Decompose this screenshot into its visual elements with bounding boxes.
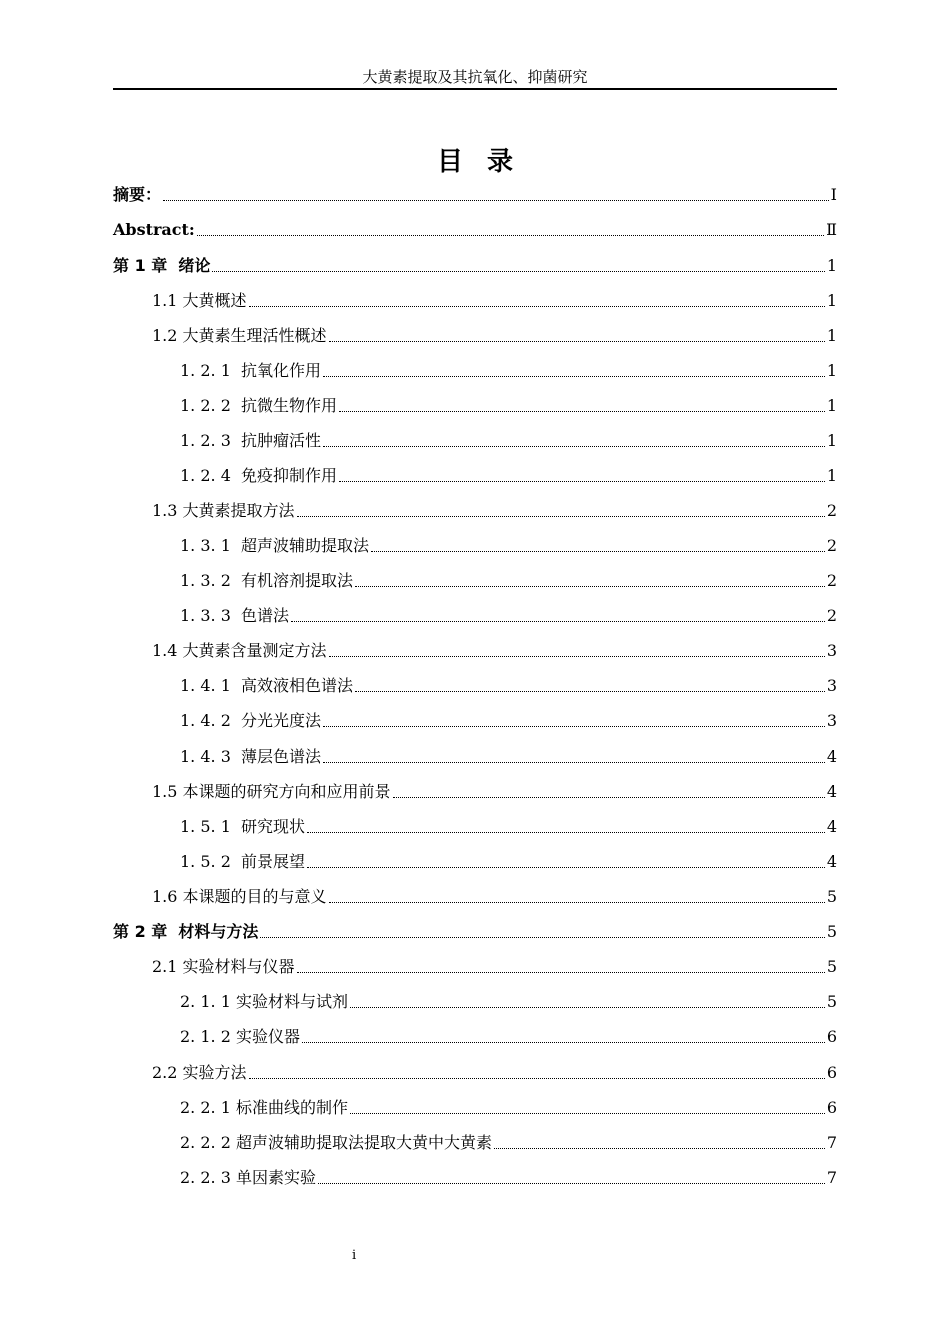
- toc-entry[interactable]: [113, 1022, 837, 1048]
- toc-entry-label: 1.3 大黄素提取方法: [152, 501, 295, 520]
- dot-leader: [212, 271, 824, 272]
- toc-entry-page: 2: [826, 536, 837, 555]
- toc-entry[interactable]: [113, 356, 837, 382]
- dot-leader: [260, 937, 824, 938]
- dot-leader: [355, 586, 825, 587]
- dot-leader: [355, 691, 825, 692]
- toc-entry[interactable]: [113, 531, 837, 557]
- dot-leader: [249, 306, 825, 307]
- toc-entry[interactable]: [113, 987, 837, 1013]
- toc-entry-page: 5: [826, 887, 837, 906]
- toc-entry-page: 6: [826, 1098, 837, 1117]
- toc-entry[interactable]: [113, 671, 837, 697]
- dot-leader: [297, 972, 825, 973]
- toc-entry-label: 1. 3. 1 超声波辅助提取法: [180, 536, 370, 555]
- toc-entry[interactable]: [113, 706, 837, 732]
- toc-entry-label: 1. 2. 2 抗微生物作用: [180, 396, 338, 415]
- dot-leader: [291, 621, 825, 622]
- dot-leader: [329, 656, 825, 657]
- dot-leader: [249, 1078, 825, 1079]
- dot-leader: [307, 867, 825, 868]
- toc-entry-label: 1.4 大黄素含量测定方法: [152, 641, 327, 660]
- toc-entry-label: 第 2 章 材料与方法: [113, 922, 259, 941]
- toc-entry-page: 5: [826, 957, 837, 976]
- toc-entry-page: 4: [826, 852, 837, 871]
- toc-entry[interactable]: [113, 777, 837, 803]
- dot-leader: [307, 832, 825, 833]
- toc-entry-page: 3: [826, 641, 837, 660]
- toc-entry-label: 第 1 章 绪论: [113, 256, 211, 275]
- toc-entry-page: 1: [826, 256, 837, 275]
- dot-leader: [329, 902, 825, 903]
- toc-entry[interactable]: [113, 1163, 837, 1189]
- toc-entry[interactable]: [113, 847, 837, 873]
- dot-leader: [339, 481, 825, 482]
- toc-entry[interactable]: [113, 391, 837, 417]
- toc-entry[interactable]: [113, 566, 837, 592]
- dot-leader: [323, 376, 825, 377]
- toc-entry-page: Ⅱ: [826, 220, 837, 239]
- toc-entry[interactable]: [113, 882, 837, 908]
- toc-entry-label: 1. 4. 1 高效液相色谱法: [180, 676, 354, 695]
- dot-leader: [350, 1113, 825, 1114]
- toc-entry-label: 2. 2. 1 标准曲线的制作: [180, 1098, 348, 1117]
- toc-entry-label: 2. 1. 1 实验材料与试剂: [180, 992, 348, 1011]
- toc-entry-label: 1. 4. 2 分光光度法: [180, 711, 322, 730]
- toc-entry[interactable]: [113, 496, 837, 522]
- dot-leader: [318, 1183, 825, 1184]
- toc-entry-chapter-1[interactable]: [113, 251, 837, 277]
- toc-entry[interactable]: [113, 321, 837, 347]
- toc-entry-page: 1: [826, 361, 837, 380]
- toc-entry-page: Ⅰ: [830, 185, 837, 204]
- dot-leader: [302, 1042, 825, 1043]
- toc-entry-label: 2. 2. 3 单因素实验: [180, 1168, 316, 1187]
- toc-entry-page: 7: [826, 1168, 837, 1187]
- dot-leader: [323, 726, 825, 727]
- toc-entry-page: 3: [826, 676, 837, 695]
- toc-entry[interactable]: [113, 1093, 837, 1119]
- dot-leader: [339, 411, 825, 412]
- toc-entry[interactable]: [113, 461, 837, 487]
- header-rule: [113, 88, 837, 90]
- toc-entry-label: 摘要：: [113, 185, 162, 204]
- dot-leader: [323, 446, 825, 447]
- toc-entry-page: 5: [826, 922, 837, 941]
- toc-entry-label: 2.1 实验材料与仪器: [152, 957, 295, 976]
- toc-entry[interactable]: [113, 286, 837, 312]
- toc-entry-page: 4: [826, 817, 837, 836]
- toc-entry[interactable]: [113, 426, 837, 452]
- toc-entry[interactable]: [113, 952, 837, 978]
- toc-title: 目录: [436, 147, 537, 177]
- toc-entry-page: 1: [826, 431, 837, 450]
- dot-leader: [297, 516, 825, 517]
- toc-entry-page: 1: [826, 291, 837, 310]
- toc-entry-label: 1.1 大黄概述: [152, 291, 247, 310]
- toc-entry-page: 4: [826, 782, 837, 801]
- toc-entry-label: 1. 3. 3 色谱法: [180, 606, 290, 625]
- toc-entry-label: Abstract:: [113, 220, 195, 239]
- toc-entry[interactable]: [113, 1058, 837, 1084]
- dot-leader: [329, 341, 825, 342]
- toc-entry-page: 4: [826, 747, 837, 766]
- toc-entry-page: 7: [826, 1133, 837, 1152]
- toc-entry-abstract-en[interactable]: [113, 215, 837, 241]
- page-number: i: [352, 1248, 357, 1263]
- toc-entry-label: 1. 2. 4 免疫抑制作用: [180, 466, 338, 485]
- toc-entry-label: 1.2 大黄素生理活性概述: [152, 326, 327, 345]
- dot-leader: [197, 235, 824, 236]
- toc-entry-page: 1: [826, 466, 837, 485]
- toc-entry-label: 1. 4. 3 薄层色谱法: [180, 747, 322, 766]
- toc-entry-label: 1. 5. 1 研究现状: [180, 817, 306, 836]
- toc-entry-label: 1. 5. 2 前景展望: [180, 852, 306, 871]
- dot-leader: [350, 1007, 825, 1008]
- toc-entry-chapter-2[interactable]: [113, 917, 837, 943]
- toc-entry[interactable]: [113, 1128, 837, 1154]
- dot-leader: [163, 200, 829, 201]
- toc-entry-page: 1: [826, 326, 837, 345]
- toc-entry-page: 2: [826, 571, 837, 590]
- toc-entry-page: 1: [826, 396, 837, 415]
- dot-leader: [323, 762, 825, 763]
- toc-entry-page: 6: [826, 1063, 837, 1082]
- toc-entry-label: 2.2 实验方法: [152, 1063, 247, 1082]
- toc-entry-label: 1. 3. 2 有机溶剂提取法: [180, 571, 354, 590]
- toc-entry-label: 2. 1. 2 实验仪器: [180, 1027, 300, 1046]
- toc-entry-page: 3: [826, 711, 837, 730]
- toc-entry[interactable]: [113, 812, 837, 838]
- dot-leader: [494, 1148, 825, 1149]
- toc-entry-label: 1. 2. 3 抗肿瘤活性: [180, 431, 322, 450]
- toc-entry-label: 1.6 本课题的目的与意义: [152, 887, 327, 906]
- running-header: 大黄素提取及其抗氧化、抑菌研究: [362, 68, 588, 86]
- dot-leader: [393, 797, 825, 798]
- toc-entry-label: 2. 2. 2 超声波辅助提取法提取大黄中大黄素: [180, 1133, 492, 1152]
- toc-entry-label: 1. 2. 1 抗氧化作用: [180, 361, 322, 380]
- toc-entry[interactable]: [113, 601, 837, 627]
- toc-entry-label: 1.5 本课题的研究方向和应用前景: [152, 782, 391, 801]
- toc-entry[interactable]: [113, 742, 837, 768]
- toc-entry-page: 6: [826, 1027, 837, 1046]
- toc-entry-page: 2: [826, 501, 837, 520]
- toc-entry[interactable]: [113, 636, 837, 662]
- toc-entry-page: 2: [826, 606, 837, 625]
- toc-entry-abstract-cn[interactable]: [113, 180, 837, 206]
- dot-leader: [371, 551, 825, 552]
- toc-entry-page: 5: [826, 992, 837, 1011]
